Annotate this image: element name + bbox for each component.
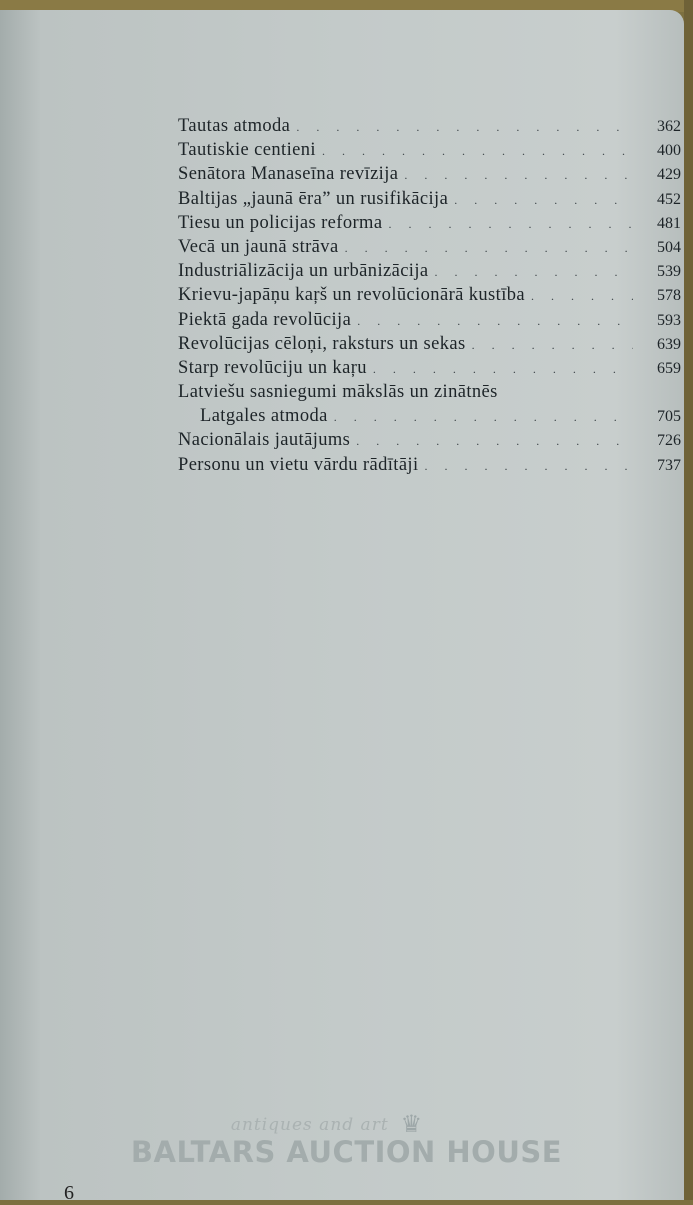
leader-dots bbox=[472, 333, 633, 357]
toc-entry bbox=[178, 162, 681, 186]
toc-entry bbox=[178, 308, 681, 332]
toc-entry bbox=[178, 404, 681, 428]
toc-section-heading bbox=[178, 380, 681, 404]
toc-entry-title: Baltijas „jaunā ēra” un rusifikācija bbox=[178, 188, 449, 209]
toc-entry-page: 737 bbox=[657, 456, 681, 474]
toc-entry bbox=[178, 356, 681, 380]
toc-entry-page: 578 bbox=[657, 287, 681, 305]
toc-entry-title: Latviešu sasniegumi mākslās un zinātnēs bbox=[178, 382, 498, 403]
leader-dots bbox=[435, 260, 633, 284]
toc-entry bbox=[178, 283, 681, 307]
toc-entry-title: Revolūcijas cēloņi, raksturs un sekas bbox=[178, 333, 466, 354]
toc-entry-page: 481 bbox=[657, 214, 681, 232]
toc-entry-page: 705 bbox=[657, 408, 681, 426]
toc-entry-title: Tautas atmoda bbox=[178, 116, 291, 136]
leader-dots bbox=[531, 284, 633, 308]
toc-entry bbox=[178, 114, 681, 138]
toc-entry-page: 639 bbox=[657, 335, 681, 353]
book-cover-side bbox=[684, 0, 693, 1200]
toc-entry-page: 593 bbox=[657, 311, 681, 329]
toc-entry bbox=[178, 138, 681, 162]
toc-entry bbox=[178, 332, 681, 356]
toc-entry-title: Industriālizācija un urbānizācija bbox=[178, 261, 429, 282]
toc-entry-title: Starp revolūciju un kaŗu bbox=[178, 357, 367, 378]
watermark bbox=[0, 1110, 693, 1169]
toc-entry bbox=[178, 259, 681, 283]
toc-entry-title: Latgales atmoda bbox=[200, 406, 328, 427]
toc-entry-title: Nacionālais jautājums bbox=[178, 430, 351, 451]
toc-entry-title: Vecā un jaunā strāva bbox=[178, 236, 339, 257]
toc-entry-title: Senātora Manaseīna revīzija bbox=[178, 164, 399, 185]
toc-entry-page: 539 bbox=[657, 263, 681, 281]
toc-entry-title: Personu un vietu vārdu rādītāji bbox=[178, 454, 419, 475]
toc-entry bbox=[178, 428, 681, 452]
book-page bbox=[0, 10, 684, 1200]
toc-entry bbox=[178, 187, 681, 211]
toc-entry bbox=[178, 453, 681, 477]
leader-dots bbox=[296, 115, 633, 139]
table-of-contents bbox=[178, 114, 681, 477]
leader-dots bbox=[425, 454, 633, 478]
toc-entry-page: 659 bbox=[657, 359, 681, 377]
toc-entry-title: Krievu-japāņu kaŗš un revolūcionārā kustība bbox=[178, 285, 526, 306]
toc-entry-page: 726 bbox=[657, 432, 681, 450]
leader-dots bbox=[334, 405, 633, 429]
toc-entry-page: 400 bbox=[657, 142, 681, 160]
crown-icon: ♛ bbox=[400, 1112, 423, 1138]
leader-dots bbox=[345, 236, 633, 260]
toc-entry-page: 504 bbox=[657, 238, 681, 256]
leader-dots bbox=[373, 357, 633, 381]
toc-entry-page: 429 bbox=[657, 166, 681, 184]
leader-dots bbox=[356, 429, 633, 453]
toc-entry-page: 452 bbox=[657, 190, 681, 208]
toc-entry bbox=[178, 211, 681, 235]
leader-dots bbox=[454, 188, 633, 212]
toc-entry-title: Piektā gada revolūcija bbox=[178, 309, 352, 330]
toc-entry bbox=[178, 235, 681, 259]
toc-entry-title: Tautiskie centieni bbox=[178, 140, 316, 161]
leader-dots bbox=[388, 212, 633, 236]
watermark-name: BALTARS AUCTION HOUSE bbox=[130, 1135, 563, 1169]
toc-entry-title: Tiesu un policijas reforma bbox=[178, 212, 383, 233]
leader-dots bbox=[322, 139, 633, 163]
leader-dots bbox=[357, 309, 633, 333]
toc-entry-page: 362 bbox=[657, 118, 681, 135]
page-number: 6 bbox=[64, 1182, 74, 1204]
watermark-tagline: antiques and art bbox=[230, 1115, 389, 1135]
leader-dots bbox=[404, 163, 633, 187]
